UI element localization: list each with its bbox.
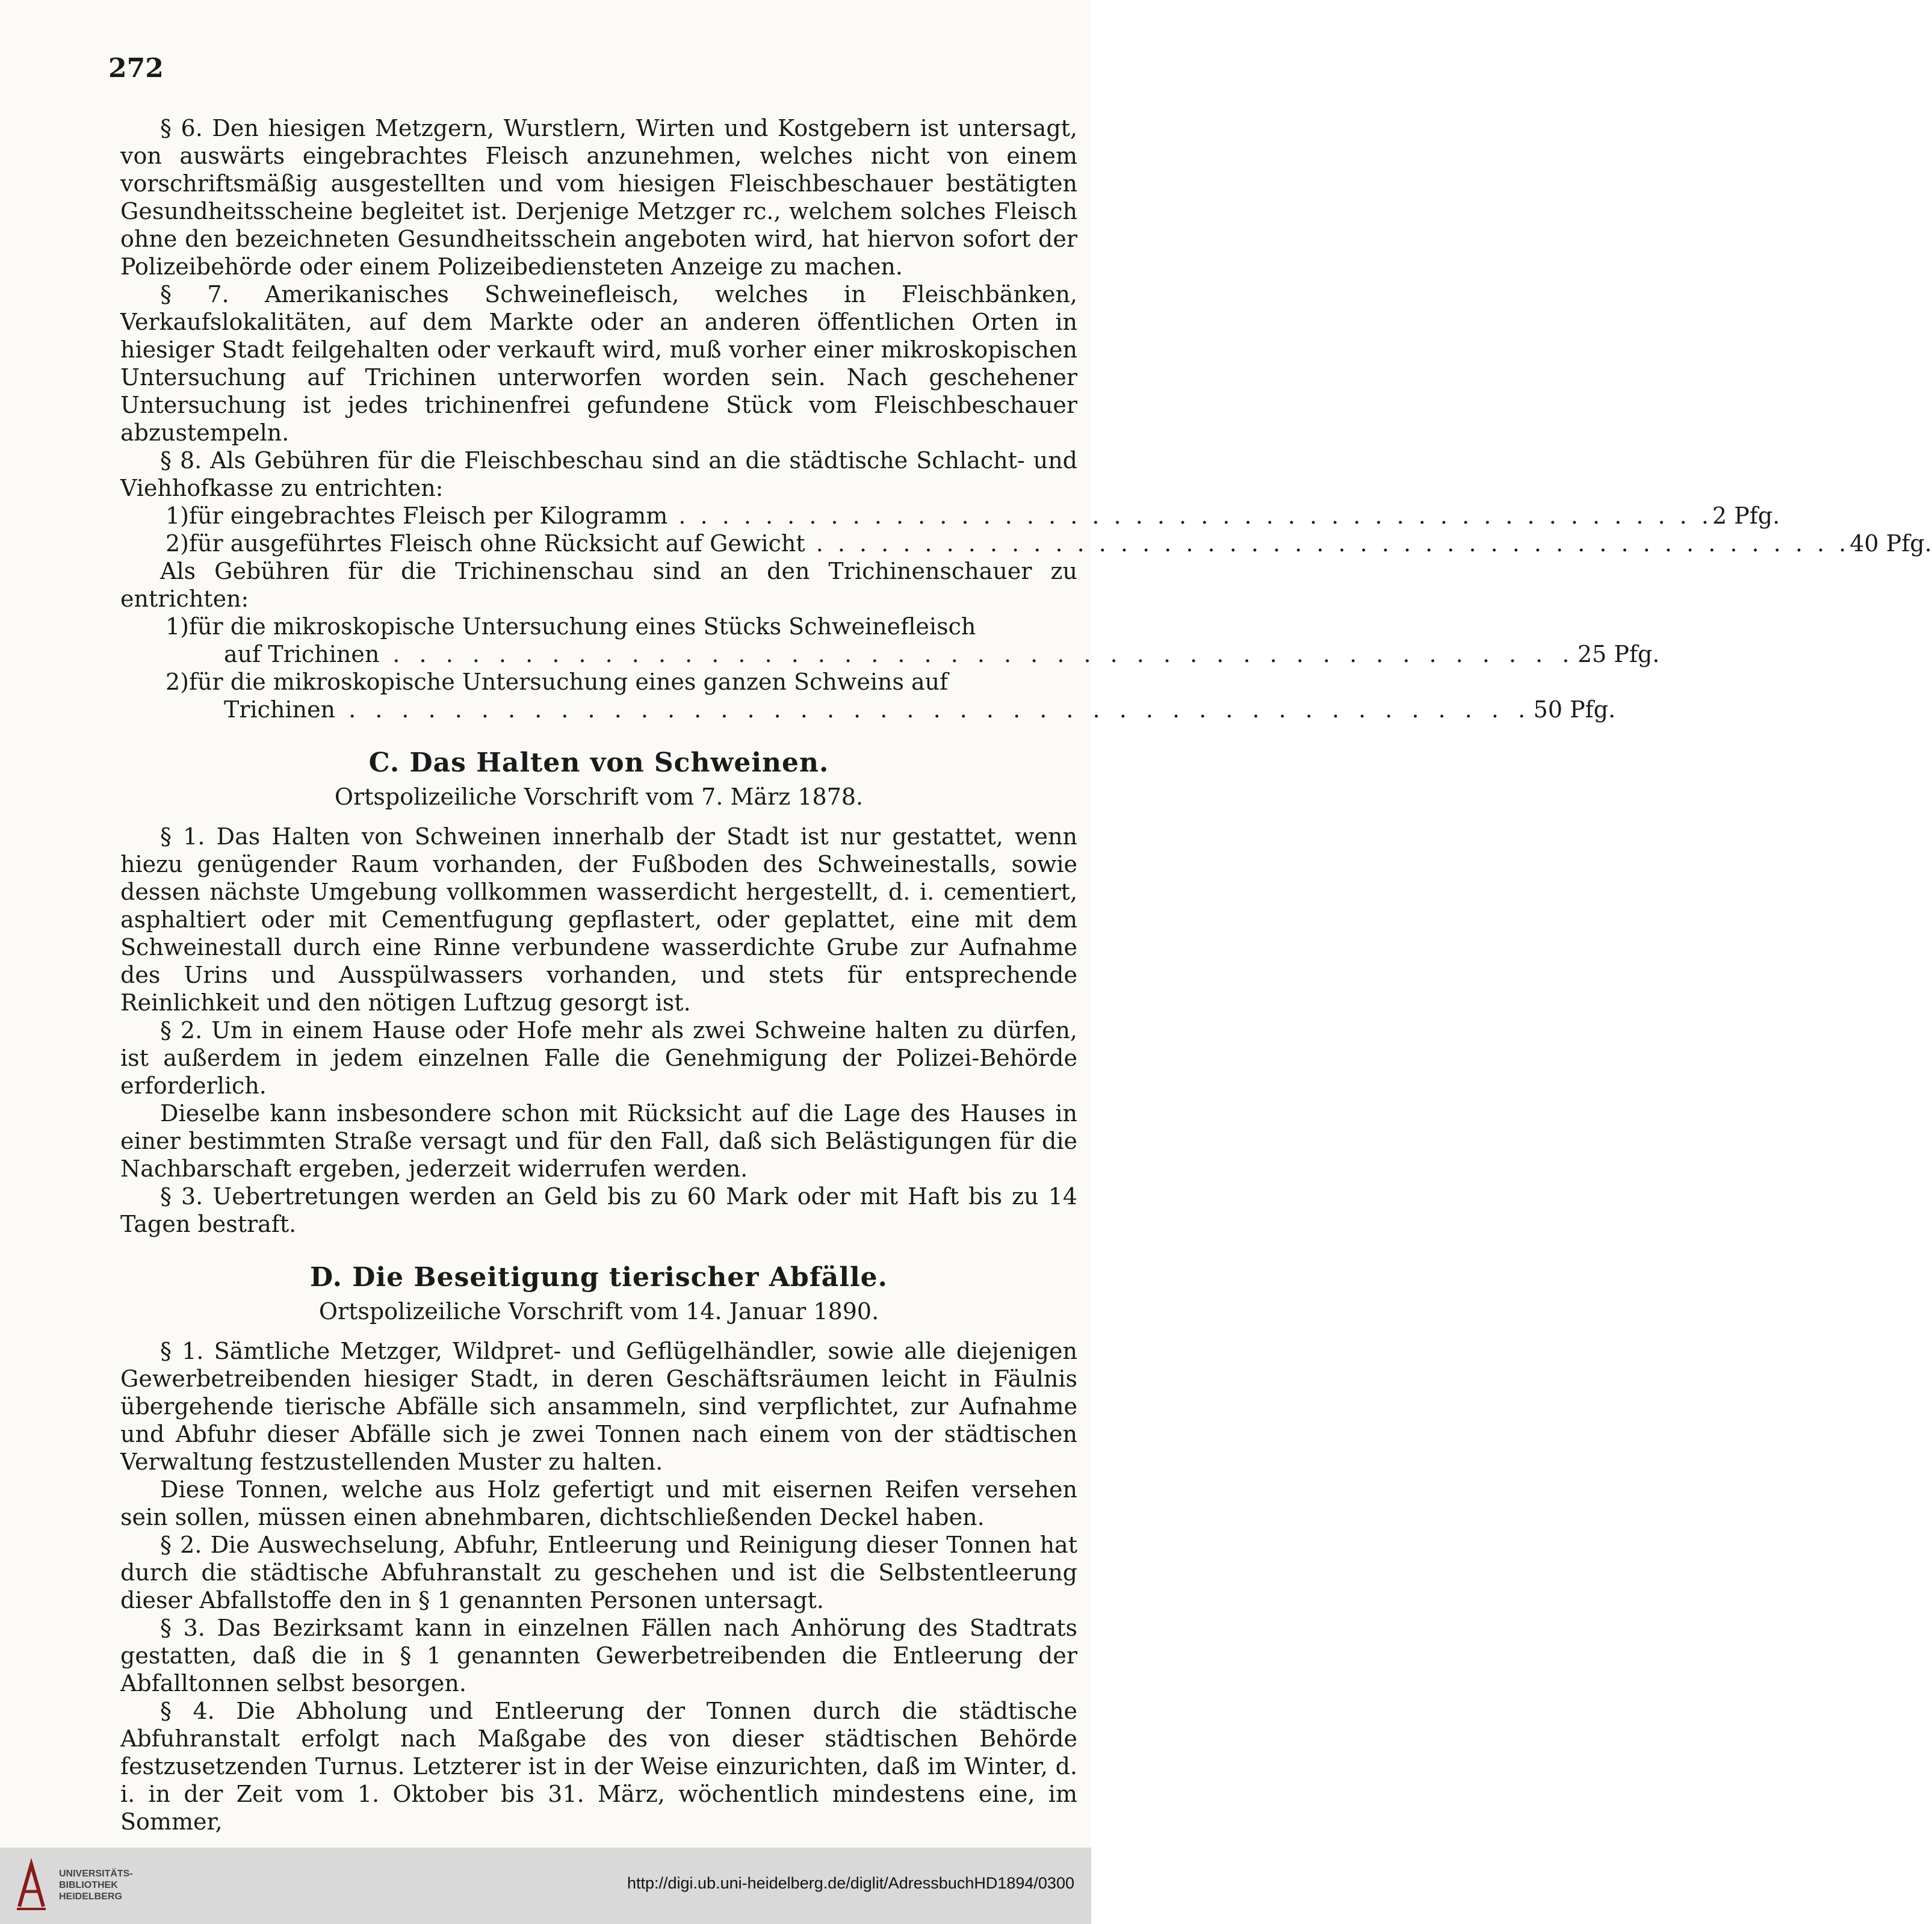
section-c-subheading: Ortspolizeiliche Vorschrift vom 7. März 1878. xyxy=(334,784,864,810)
source-url-link[interactable]: http://digi.ub.uni-heidelberg.de/diglit/AdressbuchHD1894/0300 xyxy=(627,1874,1074,1892)
section-d-heading: D. Die Beseitigung tierischer Abfälle. xyxy=(309,1262,888,1293)
paragraph-c-2: § 2. Um in einem Hause oder Hofe mehr als zwei Schweine halten zu dürfen, ist außerdem in jedem einzelnen Falle die Genehmigung der Polizei-Behörde erforderlich. xyxy=(120,1017,1077,1099)
fee-row: 1) für die mikroskopische Untersuchung eines Stücks Schweinefleisch auf Trichinen . . . 25 Pfg. xyxy=(120,613,1077,668)
paragraph-b-8: § 8. Als Gebühren für die Fleischbeschau sind an die städtische Schlacht- und Viehhofkasse zu entrichten: xyxy=(120,447,1077,501)
paragraph-b-7: § 7. Amerikanisches Schweinefleisch, welches in Fleischbänken, Verkaufslokalitäten, auf dem Markte oder an anderen öffentlichen Orten in hiesiger Stadt feilgehalten oder verkauft wird, muß vorher einer mikroskopischen Untersuchung auf Trichinen unterworfen worden sein. Nach geschehener Untersuchung ist jedes trichinenfrei gefundene Stück vom Fleischbeschauer abzustempeln. xyxy=(120,281,1077,446)
library-footer xyxy=(0,1848,1091,1924)
section-d-subheading: Ortspolizeiliche Vorschrift vom 14. Januar 1890. xyxy=(318,1298,879,1325)
paragraph-d-1: § 1. Sämtliche Metzger, Wildpret- und Geflügelhändler, sowie alle diejenigen Gewerbetreibenden hiesiger Stadt, in deren Geschäftsräumen leicht in Fäulnis übergehende tierische Abfälle sich ansammeln, sind verpflichtet, zur Aufnahme und Abfuhr dieser Abfälle sich je zwei Tonnen nach einem von der städtischen Verwaltung festzustellenden Muster zu halten. xyxy=(120,1338,1077,1475)
library-logo-icon xyxy=(13,1858,49,1913)
fee-row: 2) für ausgeführtes Fleisch ohne Rücksicht auf Gewicht . . . 40 Pfg. xyxy=(120,530,1077,557)
section-c-heading: C. Das Halten von Schweinen. xyxy=(368,747,829,778)
fee-row: 1) für eingebrachtes Fleisch per Kilogramm . . . 2 Pfg. xyxy=(120,502,1077,530)
trichinen-intro: Als Gebühren für die Trichinenschau sind an den Trichinenschauer zu entrichten: xyxy=(120,558,1077,612)
paragraph-c-2b: Dieselbe kann insbesondere schon mit Rücksicht auf die Lage des Hauses in einer bestimmten Straße versagt und für den Fall, daß sich Belästigungen für die Nachbarschaft ergeben, jederzeit widerrufen werden. xyxy=(120,1100,1077,1182)
fee-row: 2) für die mikroskopische Untersuchung eines ganzen Schweins auf Trichinen . . . 50 Pfg. xyxy=(120,668,1077,723)
page-body xyxy=(120,114,1932,1836)
library-name: UNIVERSITÄTS- BIBLIOTHEK HEIDELBERG xyxy=(59,1869,133,1902)
paragraph-d-3: § 3. Das Bezirksamt kann in einzelnen Fällen nach Anhörung des Stadtrats gestatten, daß die in § 1 genannten Gewerbetreibenden die Entleerung der Abfalltonnen selbst besorgen. xyxy=(120,1615,1077,1697)
paragraph-c-1: § 1. Das Halten von Schweinen innerhalb der Stadt ist nur gestattet, wenn hiezu genügender Raum vorhanden, der Fußboden des Schweinestalls, sowie dessen nächste Umgebung vollkommen wasserdicht hergestellt, d. i. cementiert, asphaltiert oder mit Cementfugung gepflastert, oder geplattet, eine mit dem Schweinestall durch eine Rinne verbundene wasserdichte Grube zur Aufnahme des Urins und Ausspülwassers vorhanden, und stets für entsprechende Reinlichkeit und den nötigen Luftzug gesorgt ist. xyxy=(120,823,1077,1016)
paragraph-d-2: § 2. Die Auswechselung, Abfuhr, Entleerung und Reinigung dieser Tonnen hat durch die städtische Abfuhranstalt zu geschehen und ist die Selbstentleerung dieser Abfallstoffe den in § 1 genannten Personen untersagt. xyxy=(120,1532,1077,1613)
paragraph-d-4: § 4. Die Abholung und Entleerung der Tonnen durch die städtische Abfuhranstalt erfolgt nach Maßgabe des von dieser städtischen Behörde festzusetzenden Turnus. Letzterer ist in der Weise einzurichten, daß im Winter, d. i. in der Zeit vom 1. Oktober bis 31. März, wöchentlich mindestens eine, im Sommer, xyxy=(120,1698,1077,1835)
paragraph-c-3: § 3. Uebertretungen werden an Geld bis zu 60 Mark oder mit Haft bis zu 14 Tagen bestraft. xyxy=(120,1183,1077,1237)
paragraph-d-1b: Diese Tonnen, welche aus Holz gefertigt und mit eisernen Reifen versehen sein sollen, müssen einen abnehmbaren, dichtschließenden Deckel haben. xyxy=(120,1476,1077,1530)
paragraph-b-6: § 6. Den hiesigen Metzgern, Wurstlern, Wirten und Kostgebern ist untersagt, von auswärts eingebrachtes Fleisch anzunehmen, welches nicht von einem vorschriftsmäßig ausgestellten und vom hiesigen Fleischbeschauer bestätigten Gesundheitsscheine begleitet ist. Derjenige Metzger rc., welchem solches Fleisch ohne den bezeichneten Gesundheitsschein angeboten wird, hat hiervon sofort der Polizeibehörde oder einem Polizeibediensteten Anzeige zu machen. xyxy=(120,115,1077,280)
page-number: 272 xyxy=(108,53,164,84)
